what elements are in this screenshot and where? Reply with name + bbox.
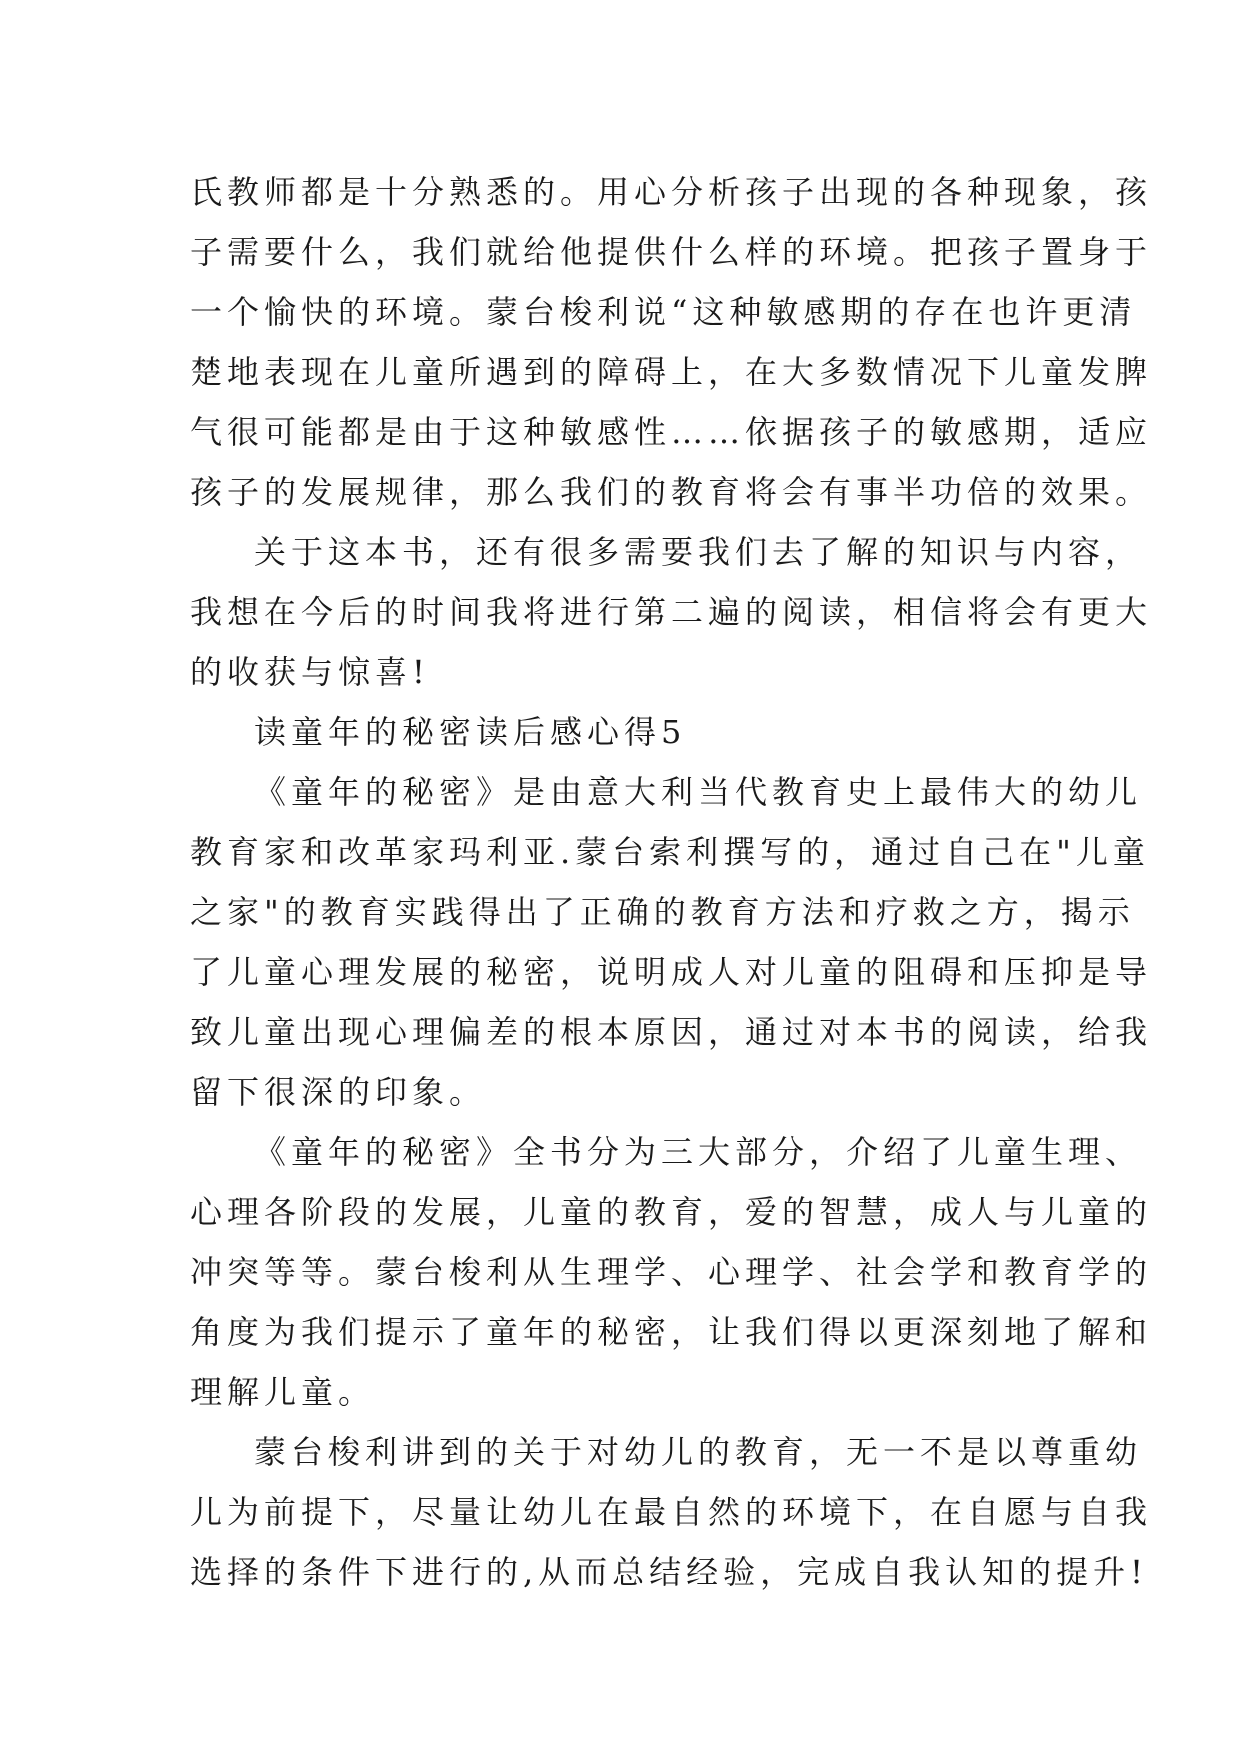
text-line: 选择的条件下进行的,从而总结经验，完成自我认知的提升! <box>190 1553 1149 1591</box>
text-line: 心理各阶段的发展，儿童的教育，爱的智慧，成人与儿童的 <box>190 1193 1153 1231</box>
text-line: 的收获与惊喜! <box>190 653 430 691</box>
text-line: 理解儿童。 <box>190 1373 376 1411</box>
text-line: 《童年的秘密》全书分为三大部分，介绍了儿童生理、 <box>254 1133 1143 1171</box>
text-line: 气很可能都是由于这种敏感性……依据孩子的敏感期，适应 <box>190 413 1153 451</box>
text-line: 孩子的发展规律，那么我们的教育将会有事半功倍的效果。 <box>190 473 1153 511</box>
text-line: 读童年的秘密读后感心得5 <box>254 713 687 751</box>
text-line: 冲突等等。蒙台梭利从生理学、心理学、社会学和教育学的 <box>190 1253 1153 1291</box>
text-line: 教育家和改革家玛利亚.蒙台索利撰写的，通过自己在"儿童 <box>190 833 1150 871</box>
text-line: 《童年的秘密》是由意大利当代教育史上最伟大的幼儿 <box>254 773 1143 811</box>
text-line: 儿为前提下，尽量让幼儿在最自然的环境下，在自愿与自我 <box>190 1493 1153 1531</box>
text-line: 了儿童心理发展的秘密，说明成人对儿童的阻碍和压抑是导 <box>190 953 1153 991</box>
text-line: 致儿童出现心理偏差的根本原因，通过对本书的阅读，给我 <box>190 1013 1153 1051</box>
text-line: 蒙台梭利讲到的关于对幼儿的教育，无一不是以尊重幼 <box>254 1433 1143 1471</box>
text-line: 关于这本书，还有很多需要我们去了解的知识与内容， <box>254 533 1143 571</box>
document-body <box>190 162 1153 1602</box>
text-line: 楚地表现在儿童所遇到的障碍上，在大多数情况下儿童发脾 <box>190 353 1153 391</box>
text-line: 角度为我们提示了童年的秘密，让我们得以更深刻地了解和 <box>190 1313 1153 1351</box>
text-line: 我想在今后的时间我将进行第二遍的阅读，相信将会有更大 <box>190 593 1153 631</box>
text-line: 子需要什么，我们就给他提供什么样的环境。把孩子置身于 <box>190 233 1153 271</box>
text-line: 一个愉快的环境。蒙台梭利说“这种敏感期的存在也许更清 <box>190 293 1137 331</box>
text-line: 之家"的教育实践得出了正确的教育方法和疗救之方，揭示 <box>190 893 1135 931</box>
text-line: 留下很深的印象。 <box>190 1073 487 1111</box>
text-line: 氏教师都是十分熟悉的。用心分析孩子出现的各种现象，孩 <box>190 173 1153 211</box>
